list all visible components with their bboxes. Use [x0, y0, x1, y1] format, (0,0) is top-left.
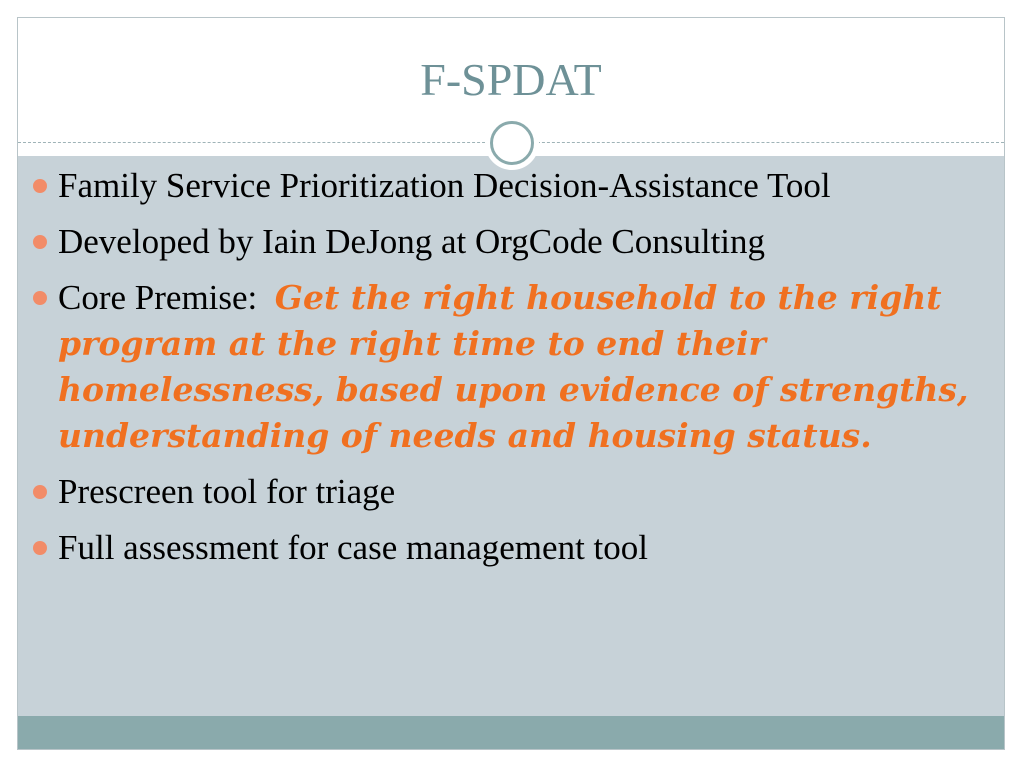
bullet-text: Developed by Iain DeJong at OrgCode Consulting	[58, 222, 766, 261]
circle-ornament-icon	[485, 116, 539, 170]
bullet-text: Prescreen tool for triage	[58, 472, 396, 511]
bullet-item	[0, 525, 1024, 571]
bullet-dot-icon	[33, 541, 47, 555]
core-premise-emphasis: Get the right household to the right program at the right time to end their homelessness, based upon evidence of strengths, understanding of needs and housing status.	[58, 278, 969, 455]
bullet-item	[0, 275, 1024, 459]
bullet-item	[0, 469, 1024, 515]
bullet-lead-text: Core Premise:	[58, 278, 275, 317]
bullet-list	[0, 163, 1024, 581]
bullet-dot-icon	[33, 485, 47, 499]
bullet-dot-icon	[33, 291, 47, 305]
circle-ring	[490, 121, 534, 165]
bullet-dot-icon	[33, 235, 47, 249]
bullet-item	[0, 219, 1024, 265]
bullet-dot-icon	[33, 179, 47, 193]
footer-bar	[18, 716, 1004, 750]
bullet-item	[0, 163, 1024, 209]
bullet-text: Family Service Prioritization Decision-Assistance Tool	[58, 166, 831, 205]
bullet-text: Full assessment for case management tool	[58, 528, 648, 567]
slide-title: F-SPDAT	[420, 54, 602, 105]
